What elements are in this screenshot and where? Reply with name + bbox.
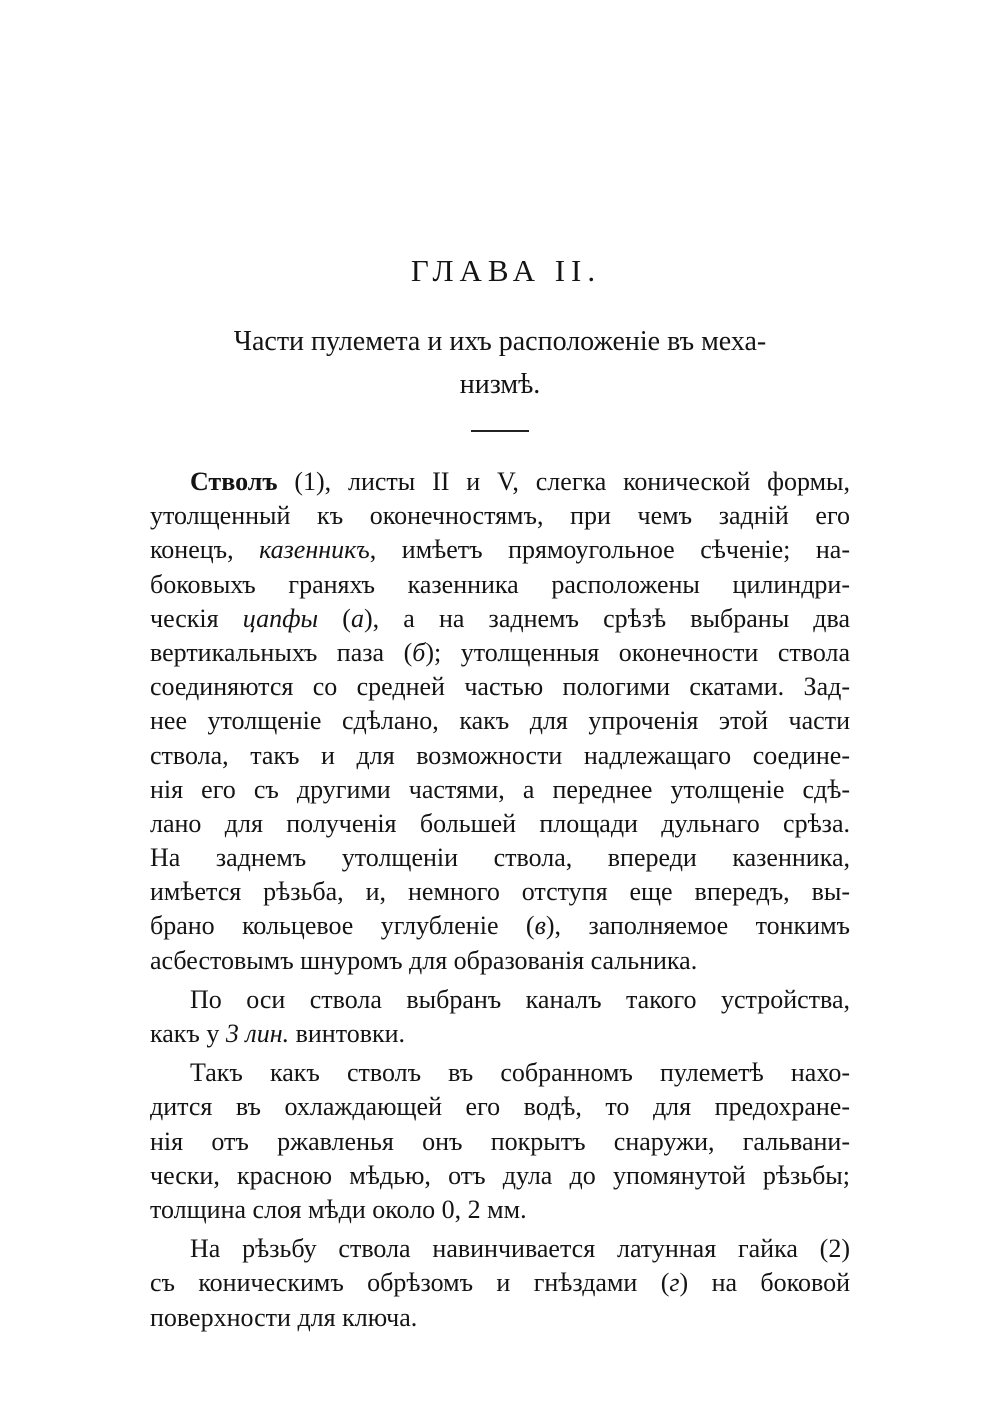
text-line: нія отъ ржавленья онъ покрытъ снаружи, гальвани- <box>150 1126 850 1156</box>
text-line: поверхности для ключа. <box>150 1302 418 1332</box>
section-divider <box>471 430 529 432</box>
italic-term: цапфы <box>242 603 319 633</box>
text-span: , имѣетъ прямоугольное сѣченіе; на- <box>369 535 851 565</box>
italic-letter: б <box>412 637 426 667</box>
italic-letter: г <box>669 1268 680 1298</box>
chapter-title-line: Части пулемета и ихъ расположеніе въ меха- <box>233 326 767 357</box>
text-line: соединяются со средней частью пологими скатами. Зад- <box>150 672 850 702</box>
text-line <box>150 465 850 499</box>
text-span: винтовки. <box>289 1019 406 1048</box>
paragraph-bore <box>150 983 850 1051</box>
chapter-heading: ГЛАВА II. <box>410 253 602 288</box>
term-barrel: Стволъ <box>190 467 278 496</box>
text-span: ); утолщенныя оконечности ствола <box>425 637 850 667</box>
text-span: брано кольцевое углубленіе ( <box>150 911 535 941</box>
text-span: ), заполняемое тонкимъ <box>545 911 850 941</box>
text-line: утолщенный къ оконечностямъ, при чемъ задній его <box>150 501 850 531</box>
italic-term: казенникъ <box>259 535 370 565</box>
body-text <box>150 465 850 1340</box>
text-line: На рѣзьбу ствола навинчивается латунная гайка (2) <box>190 1234 850 1264</box>
text-line: толщина слоя мѣди около 0, 2 мм. <box>150 1194 527 1224</box>
text-line <box>150 533 850 567</box>
text-span: ( <box>318 603 351 633</box>
text-line: чески, красною мѣдью, отъ дула до упомянутой рѣзьбы; <box>150 1160 850 1190</box>
text-line: дится въ охлаждающей его водѣ, то для предохране- <box>150 1092 850 1122</box>
text-line: ствола, такъ и для возможности надлежащаго соедине- <box>150 740 850 770</box>
text-line: боковыхъ граняхъ казенника расположены цилиндри- <box>150 569 850 599</box>
text-span: конецъ, <box>150 535 260 565</box>
paragraph-coating <box>150 1056 850 1227</box>
text-span: ), а на заднемъ срѣзѣ выбраны два <box>363 603 850 633</box>
text-span: ) на боковой <box>679 1268 850 1298</box>
chapter-title-line: низмѣ. <box>459 369 541 400</box>
text-line <box>150 1266 850 1300</box>
chapter-title <box>150 320 850 406</box>
text-line: асбестовымъ шнуромъ для образованія сальника. <box>150 945 698 975</box>
text-line <box>150 1017 850 1051</box>
text-span: съ коническимъ обрѣзомъ и гнѣздами ( <box>150 1268 670 1298</box>
italic-letter: а <box>350 603 364 633</box>
text-span: (1), листы II и V, слегка конической формы, <box>277 467 850 496</box>
text-span: какъ у <box>150 1019 226 1048</box>
text-line: лано для полученія большей площади дульнаго срѣза. <box>150 808 850 838</box>
text-span: ческія <box>150 603 243 633</box>
text-line: Такъ какъ стволъ въ собранномъ пулеметѣ нахо- <box>190 1058 850 1088</box>
italic-term: 3 лин. <box>225 1019 290 1048</box>
paragraph-nut <box>150 1232 850 1335</box>
text-line: имѣется рѣзьба, и, немного отступя еще впередъ, вы- <box>150 877 850 907</box>
text-line <box>150 636 850 670</box>
text-line: нее утолщеніе сдѣлано, какъ для упроченія этой части <box>150 706 850 736</box>
text-line <box>150 602 850 636</box>
paragraph-barrel <box>150 465 850 978</box>
italic-letter: в <box>534 911 546 941</box>
text-line <box>150 909 850 943</box>
text-span: вертикальныхъ паза ( <box>150 637 413 667</box>
text-line: нія его съ другими частями, а переднее утолщеніе сдѣ- <box>150 774 850 804</box>
text-line: На заднемъ утолщеніи ствола, впереди казенника, <box>150 843 850 873</box>
text-line: По оси ствола выбранъ каналъ такого устройства, <box>190 984 850 1014</box>
